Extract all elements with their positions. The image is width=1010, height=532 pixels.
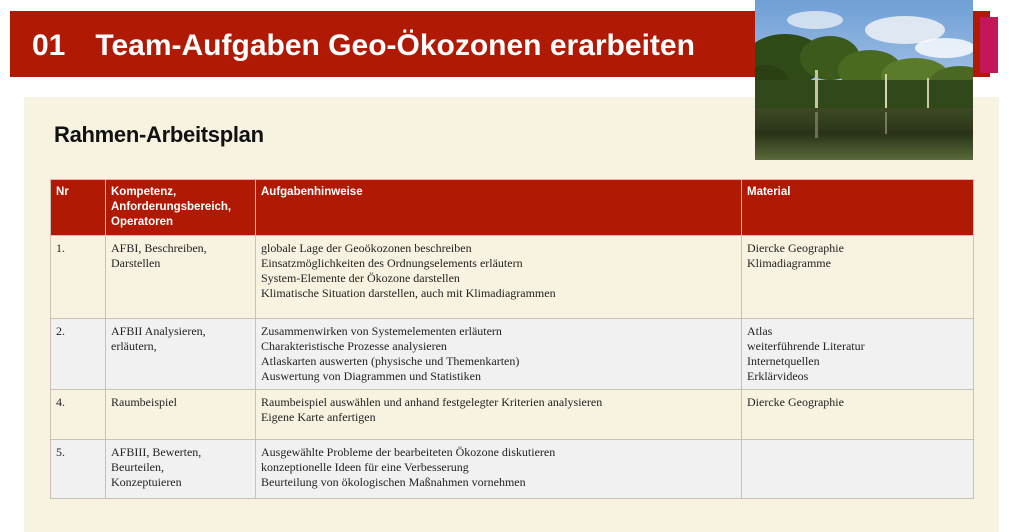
slide-number: 01 [32, 29, 66, 62]
accent-bar [980, 17, 998, 73]
header-kompetenz-line: Operatoren [111, 216, 173, 228]
cell-line: Einsatzmöglichkeiten des Ordnungselements erläutern [261, 256, 523, 270]
cell-line: Atlas [747, 324, 773, 338]
cell-line: Charakteristische Prozesse analysieren [261, 339, 447, 353]
plan-table [50, 179, 974, 499]
cell-line: Klimadiagramme [747, 256, 831, 270]
slide-title [32, 29, 695, 63]
cell-line: Atlaskarten auswerten (physische und Themenkarten) [261, 354, 520, 368]
cell-hinweise [256, 236, 742, 319]
cell-material [742, 440, 974, 499]
header-kompetenz-line: Anforderungsbereich, [111, 201, 232, 213]
cell-line: AFBI, Beschreiben, [111, 241, 207, 255]
cell-line: konzeptionelle Ideen für eine Verbesserung [261, 460, 469, 474]
cell-line: globale Lage der Geoökozonen beschreiben [261, 241, 472, 255]
cell-nr: 2. [51, 319, 106, 390]
cell-line: Klimatische Situation darstellen, auch mit Klimadiagrammen [261, 286, 556, 300]
table-row [51, 236, 974, 319]
cell-line: Diercke Geographie [747, 241, 844, 255]
cell-line: Erklärvideos [747, 369, 809, 383]
cell-hinweise [256, 440, 742, 499]
cell-nr: 1. [51, 236, 106, 319]
cell-line: Raumbeispiel [111, 395, 177, 409]
header-kompetenz [106, 180, 256, 236]
table-row [51, 390, 974, 440]
cell-line: Darstellen [111, 256, 161, 270]
table-row [51, 319, 974, 390]
cell-hinweise [256, 319, 742, 390]
cell-line: Auswertung von Diagrammen und Statistiken [261, 369, 481, 383]
cell-line: erläutern, [111, 339, 157, 353]
cell-line: Konzeptuieren [111, 475, 182, 489]
cell-line: weiterführende Literatur [747, 339, 865, 353]
slide-title-text: Team-Aufgaben Geo-Ökozonen erarbeiten [95, 29, 695, 62]
header-aufgabenhinweise: Aufgabenhinweise [256, 180, 742, 236]
table-row [51, 440, 974, 499]
cell-line: Internetquellen [747, 354, 820, 368]
cell-line: Zusammenwirken von Systemelementen erläutern [261, 324, 502, 338]
table-header-row [51, 180, 974, 236]
cell-line: AFBII Analysieren, [111, 324, 206, 338]
rainforest-photo [755, 0, 973, 160]
cell-nr: 4. [51, 390, 106, 440]
cell-hinweise [256, 390, 742, 440]
cell-line: Diercke Geographie [747, 395, 844, 409]
cell-material [742, 390, 974, 440]
cell-kompetenz [106, 236, 256, 319]
cell-line: Beurteilung von ökologischen Maßnahmen vornehmen [261, 475, 526, 489]
cell-nr: 5. [51, 440, 106, 499]
cell-line: Raumbeispiel auswählen und anhand festgelegter Kriterien analysieren [261, 395, 603, 409]
cell-material [742, 319, 974, 390]
header-kompetenz-line: Kompetenz, [111, 186, 177, 198]
cell-line: Beurteilen, [111, 460, 164, 474]
cell-kompetenz [106, 440, 256, 499]
cell-material [742, 236, 974, 319]
header-nr: Nr [51, 180, 106, 236]
cell-line: System-Elemente der Ökozone darstellen [261, 271, 460, 285]
header-material: Material [742, 180, 974, 236]
cell-line: Ausgewählte Probleme der bearbeiteten Ökozone diskutieren [261, 445, 556, 459]
section-title: Rahmen-Arbeitsplan [54, 122, 264, 147]
cell-kompetenz [106, 319, 256, 390]
cell-kompetenz [106, 390, 256, 440]
cell-line: AFBIII, Bewerten, [111, 445, 202, 459]
cell-line: Eigene Karte anfertigen [261, 410, 376, 424]
